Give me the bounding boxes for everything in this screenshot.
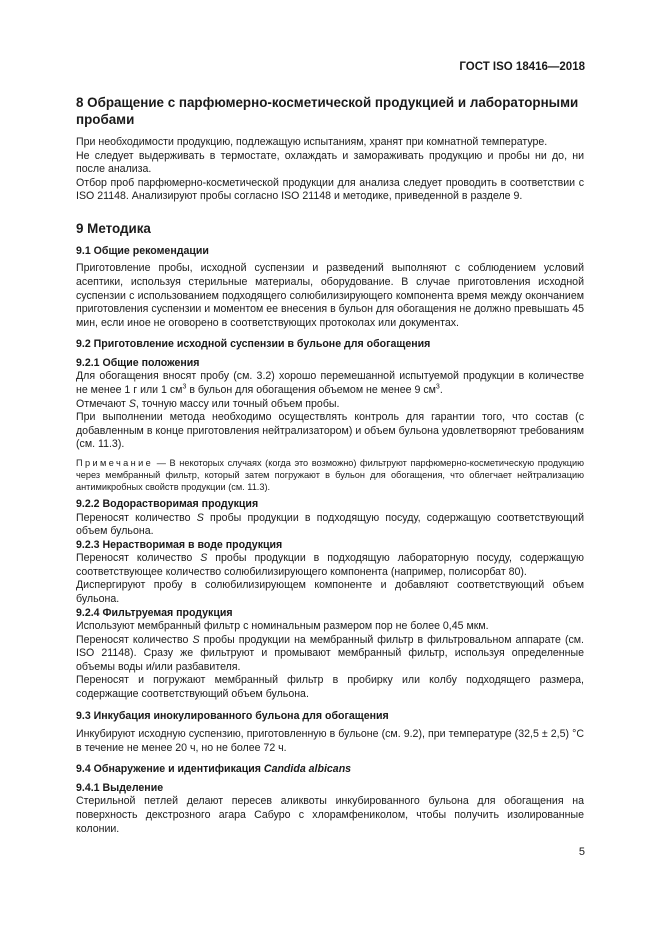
text-run: . [439,384,443,397]
symbol-s: S [192,633,200,646]
subsection-9-2-1-heading: 9.2.1 Общие положения [76,356,200,369]
paragraph: Не следует выдерживать в термостате, охлаждать и замораживать продукцию и пробы ни до, ни после анализа. [76,149,584,176]
paragraph [76,398,584,412]
text-run: пробы продукции на мембранный фильтр в фильтровальном аппарате (см. ISO 21148). Сразу же фильтруют и промывают мембранный фильтр, используя определенные объемы воды и/или разбавителя. [76,633,584,673]
paragraph: Используют мембранный фильтр с номинальным размером пор не более 0,45 мкм. [76,620,489,633]
text-run: , точную массу или точный объем пробы. [135,397,340,410]
subsection-9-2-2-heading: 9.2.2 Водорастворимая продукция [76,498,259,510]
text-run: Переносят количество [76,511,197,524]
text-run: пробы продукции в подходящую лабораторную посуду, содержащую соответствующее количество солюбилизирующего компонента (например, полисорбат 80). [76,552,584,578]
note [76,457,584,493]
paragraph: Приготовление пробы, исходной суспензии и разведений выполняют с соблюдением условий асептики, используя стерильные материалы, оборудование. В случае приготовления исходной суспензии с использованием подходящего солюбилизирующего компонента время между окончанием приготовления суспензии и моментом ее внесения в бульон для обогащения не должно превышать 45 мин, если иное не оговорено в соответствующих протоколах или документах. [76,262,584,329]
note-text: — В некоторых случаях (когда это возможно) фильтруют парфюмерно-косметическую продукцию через мембранный фильтр, который затем погружают в бульон для обогащения, что облегчает нейтрализацию антимикробных свойств продукции (см. 11.3). [76,458,584,492]
paragraph: Инкубируют исходную суспензию, приготовленную в бульоне (см. 9.2), при температуре (32,5 ± 2,5) °С в течение не менее 20 ч, но не более 72 ч. [76,728,584,754]
subsection-9-1-heading: 9.1 Общие рекомендации [76,244,209,257]
symbol-s: S [196,511,204,524]
superscript: 3 [182,383,187,391]
subsection-9-2-heading: 9.2 Приготовление исходной суспензии в бульоне для обогащения [76,338,431,351]
paragraph: Стерильной петлей делают пересев аликвоты инкубированного бульона для обогащения на поверхность декстрозного агара Сабуро с хлорамфениколом, чтобы получить изолированные колонии. [76,795,584,835]
text-run: пробы продукции в подходящую посуду, содержащую соответствующий объем бульона. [76,511,584,538]
superscript: 3 [435,383,440,391]
symbol-s: S [128,397,136,410]
subsection-9-4-1-heading: 9.4.1 Выделение [76,781,164,794]
subsection-9-3-heading: 9.3 Инкубация инокулированного бульона для обогащения [76,709,389,722]
note-label: Примечание [76,458,154,468]
text-run: Переносят количество [76,633,193,646]
paragraph: Диспергируют пробу в солюбилизирующем компоненте и добавляют соответствующий объем бульона. [76,579,584,605]
document-body [76,94,584,836]
subsection-9-2-4-heading: 9.2.4 Фильтруемая продукция [76,606,233,619]
species-name: Candida albicans [263,763,352,776]
paragraph: При выполнении метода необходимо осуществлять контроль для гарантии того, что состав (с добавленным в конце приготовления нейтрализатором) и объем бульона удовлетворяют требованиям (см. 11.3). [76,411,584,451]
text-run: Для обогащения вносят пробу (см. 3.2) хорошо перемешанной испытуемой продукции в количестве не менее 1 г или 1 см [76,370,584,397]
paragraph: Переносят и погружают мембранный фильтр в пробирку или колбу подходящего размера, содержащие соответствующий объем бульона. [76,674,584,701]
paragraph [76,552,584,579]
paragraph: При необходимости продукцию, подлежащую испытаниям, хранят при комнатной температуре. [76,136,548,148]
symbol-s: S [200,552,208,565]
paragraph [76,370,584,397]
text-run: в бульон для обогащения объемом не менее 9 см [186,384,436,397]
subsection-9-2-3-heading: 9.2.3 Нерастворимая в воде продукция [76,538,283,551]
paragraph [76,634,584,675]
section-8-heading: 8 Обращение с парфюмерно-косметической продукцией и лабораторными пробами [76,95,579,127]
paragraph: Отбор проб парфюмерно-косметической продукции для анализа следует проводить в соответствии с ISO 21148. Анализируют пробы согласно ISO 21148 и методике, приведенной в разделе 9. [76,176,584,203]
paragraph [76,512,584,539]
subsection-9-4-heading [76,763,584,777]
document-id: ГОСТ ISO 18416—2018 [459,61,585,73]
text-run: Отмечают [76,397,129,410]
section-9-heading: 9 Методика [76,220,151,236]
heading-text: 9.4 Обнаружение и идентификация [76,763,264,776]
page-number: 5 [578,846,585,858]
text-run: Переносят количество [76,552,201,565]
